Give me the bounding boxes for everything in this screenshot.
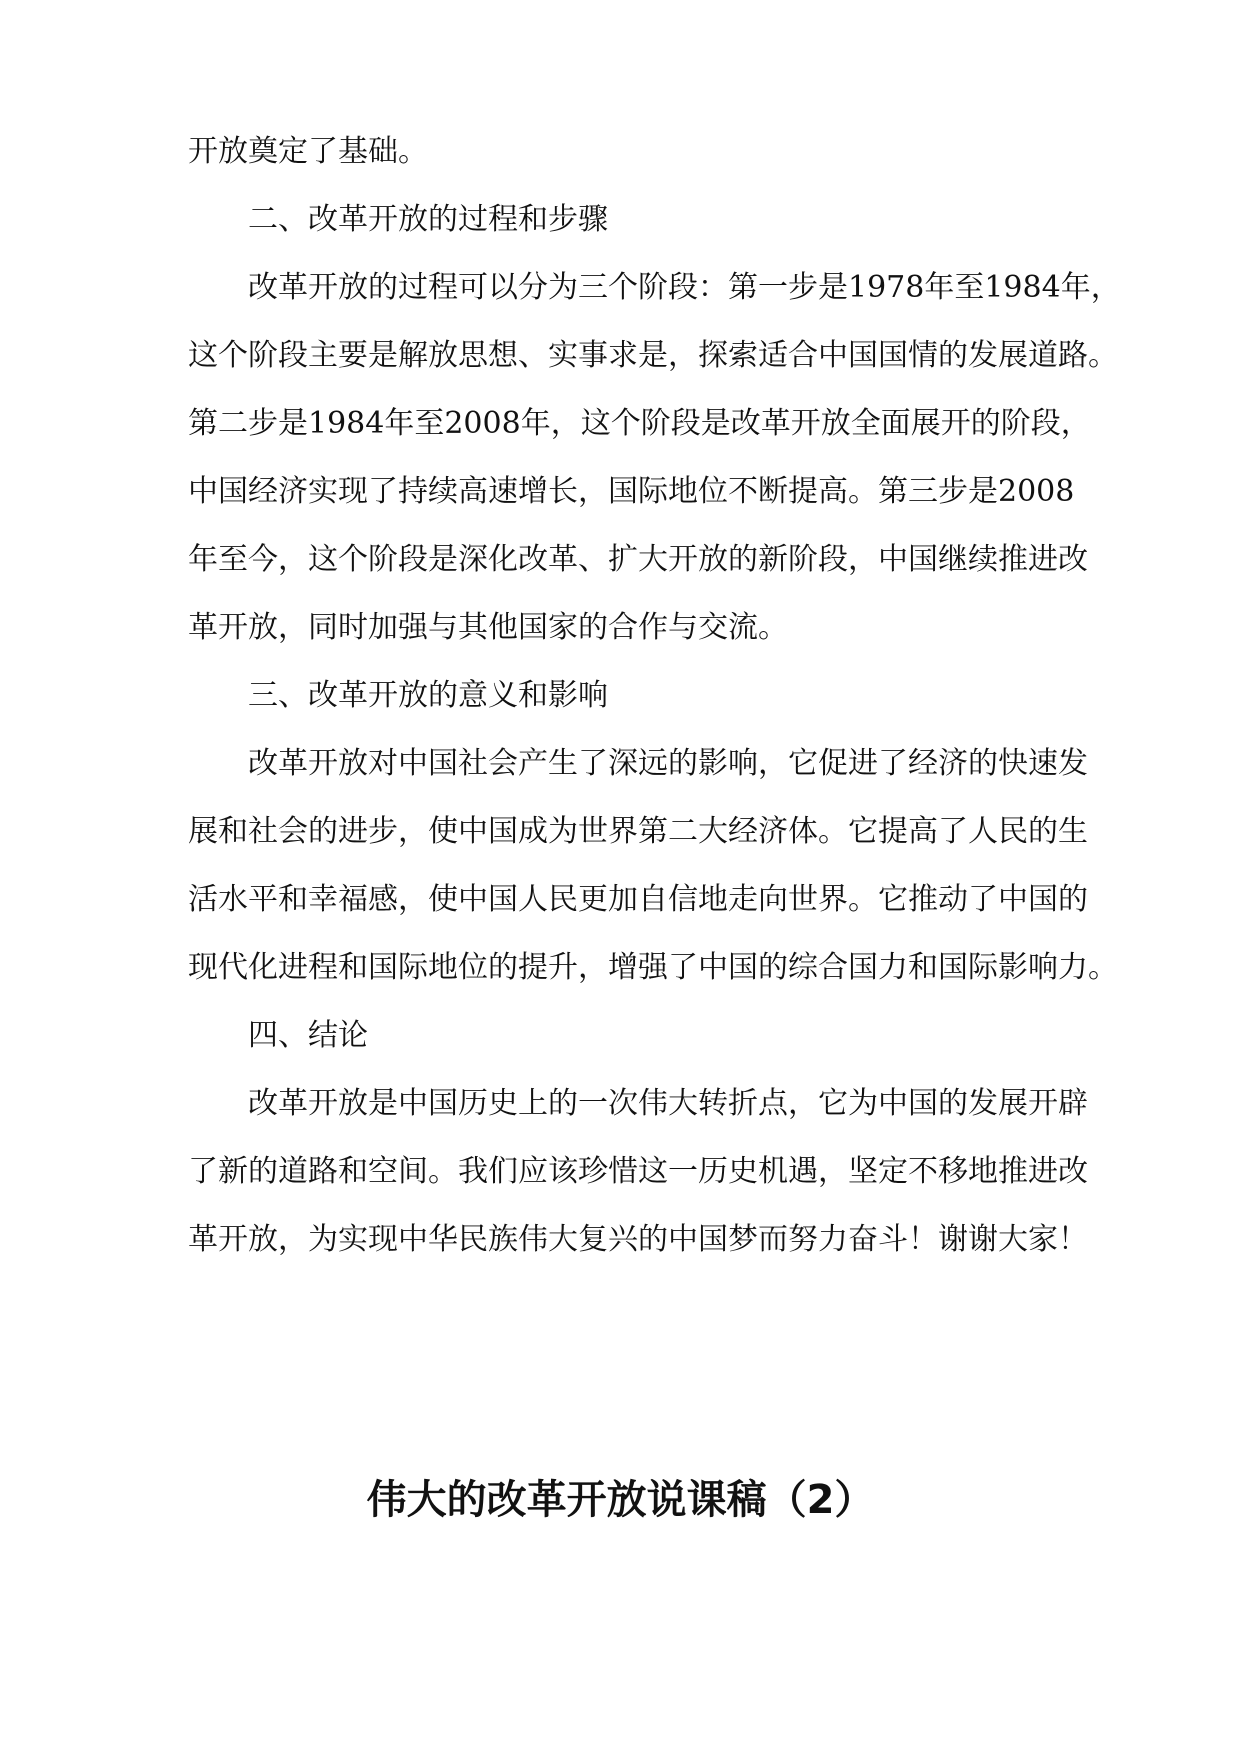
section-heading-process: 二、改革开放的过程和步骤 [248,202,608,237]
paragraph-line: 第二步是1984年至2008年，这个阶段是改革开放全面展开的阶段， [188,406,1091,441]
paragraph-line: 现代化进程和国际地位的提升，增强了中国的综合国力和国际影响力。 [188,950,1118,985]
paragraph-line: 中国经济实现了持续高速增长，国际地位不断提高。第三步是2008 [188,474,1075,509]
paragraph-line: 改革开放是中国历史上的一次伟大转折点，它为中国的发展开辟 [248,1086,1088,1121]
paragraph-line: 开放奠定了基础。 [188,134,428,169]
paragraph-line: 年至今，这个阶段是深化改革、扩大开放的新阶段，中国继续推进改 [188,542,1088,577]
paragraph-line: 这个阶段主要是解放思想、实事求是，探索适合中国国情的发展道路。 [188,338,1118,373]
section-heading-significance: 三、改革开放的意义和影响 [248,678,608,713]
paragraph-line: 展和社会的进步，使中国成为世界第二大经济体。它提高了人民的生 [188,814,1088,849]
paragraph-line: 了新的道路和空间。我们应该珍惜这一历史机遇，坚定不移地推进改 [188,1154,1088,1189]
paragraph-line: 革开放，同时加强与其他国家的合作与交流。 [188,610,788,645]
paragraph-line: 改革开放的过程可以分为三个阶段：第一步是1978年至1984年， [248,270,1121,305]
paragraph-line: 活水平和幸福感，使中国人民更加自信地走向世界。它推动了中国的 [188,882,1088,917]
paragraph-line: 改革开放对中国社会产生了深远的影响，它促进了经济的快速发 [248,746,1088,781]
section-heading-conclusion: 四、结论 [248,1018,368,1053]
paragraph-line: 革开放，为实现中华民族伟大复兴的中国梦而努力奋斗！谢谢大家！ [188,1222,1088,1257]
document-title: 伟大的改革开放说课稿（2） [366,1477,875,1523]
